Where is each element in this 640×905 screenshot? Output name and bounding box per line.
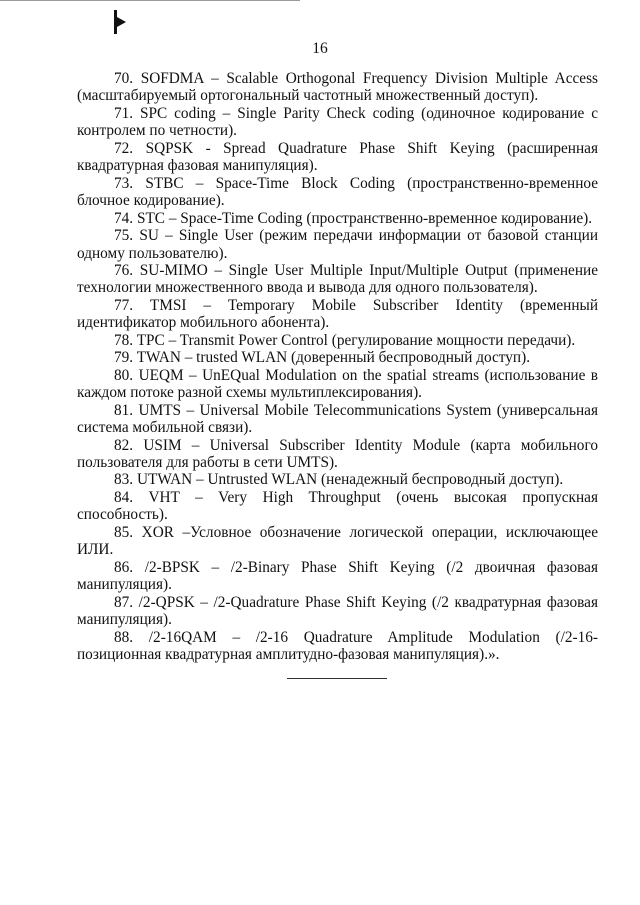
item-text: SU-MIMO – Single User Multiple Input/Multiple Output (применение технологии множественного ввода и вывода для одного пользователя). — [77, 261, 598, 297]
list-item — [77, 402, 598, 437]
item-number: 87. — [114, 593, 134, 611]
item-text: VHT – Very High Throughput (очень высокая пропускная способность). — [77, 488, 598, 524]
item-number: 76. — [114, 261, 134, 279]
list-item — [77, 332, 598, 349]
scan-top-border — [0, 0, 300, 1]
item-number: 73. — [114, 174, 134, 192]
end-divider — [287, 678, 387, 679]
list-item — [77, 70, 598, 105]
item-text: USIM – Universal Subscriber Identity Module (карта мобильного пользователя для работы в сети UMTS). — [77, 436, 599, 471]
list-item — [77, 437, 598, 472]
binding-mark-icon — [111, 8, 129, 36]
item-text: SU – Single User (режим передачи информации от базовой станции одному пользователю). — [77, 227, 599, 262]
item-number: 77. — [114, 296, 134, 314]
item-number: 71. — [114, 104, 134, 122]
item-text: UMTS – Universal Mobile Telecommunications System (универсальная система мобильной связи). — [77, 401, 598, 437]
item-number: 79. — [114, 349, 134, 367]
list-item — [77, 471, 598, 488]
item-text: TMSI – Temporary Mobile Subscriber Identity (временный идентификатор мобильного абонента). — [77, 296, 598, 332]
item-number: 84. — [114, 488, 134, 506]
item-text: UTWAN – Untrusted WLAN (ненадежный беспроводный доступ). — [136, 471, 564, 489]
list-item — [77, 175, 598, 210]
item-number: 72. — [114, 139, 134, 157]
list-item — [77, 210, 598, 227]
page-number: 16 — [312, 40, 328, 57]
list-item — [77, 297, 598, 332]
item-number: 78. — [114, 331, 134, 349]
item-number: 74. — [114, 209, 134, 227]
abbreviation-list — [77, 70, 598, 663]
item-number: 81. — [114, 401, 134, 419]
item-text: STBC – Space-Time Block Coding (пространственно-временное блочное кодирование). — [77, 174, 599, 210]
item-text: /2-BPSK – /2-Binary Phase Shift Keying (/2 двоичная фазовая манипуляция). — [77, 558, 598, 594]
item-number: 85. — [114, 523, 134, 541]
item-number: 70. — [114, 70, 134, 87]
item-number: 82. — [114, 436, 134, 454]
item-text: STC – Space-Time Coding (пространственно-временное кодирование). — [136, 209, 593, 227]
item-text: SQPSK - Spread Quadrature Phase Shift Keying (расширенная квадратурная фазовая манипуляция). — [77, 139, 598, 175]
item-number: 75. — [114, 227, 134, 245]
list-item — [77, 594, 598, 629]
item-number: 83. — [114, 471, 134, 489]
list-item — [77, 262, 598, 297]
item-number: 88. — [114, 628, 134, 646]
item-text: /2-QPSK – /2-Quadrature Phase Shift Keying (/2 квадратурная фазовая манипуляция). — [77, 593, 598, 629]
list-item — [77, 140, 598, 175]
item-text: TPC – Transmit Power Control (регулирование мощности передачи). — [136, 331, 576, 349]
item-text: SOFDMA – Scalable Orthogonal Frequency Division Multiple Access (масштабируемый ортогональный частотный множественный доступ). — [77, 70, 599, 105]
list-item — [77, 367, 598, 402]
list-item — [77, 489, 598, 524]
list-item — [77, 105, 598, 140]
list-item — [77, 629, 598, 664]
item-text: TWAN – trusted WLAN (доверенный беспроводный доступ). — [136, 349, 531, 367]
item-text: UEQM – UnEQual Modulation on the spatial streams (использование в каждом потоке разной схемы мультиплексирования). — [77, 366, 599, 402]
list-item — [77, 349, 598, 366]
list-item — [77, 227, 598, 262]
item-number: 80. — [114, 366, 134, 384]
item-text: /2-16QAM – /2-16 Quadrature Amplitude Modulation (/2-16-позиционная квадратурная амплитудно-фазовая манипуляция).». — [77, 628, 598, 663]
list-item — [77, 524, 598, 559]
item-text: SPC coding – Single Parity Check coding (одиночное кодирование с контролем по четности). — [77, 104, 599, 140]
list-item — [77, 559, 598, 594]
item-text: XOR –Условное обозначение логической операции, исключающее ИЛИ. — [77, 523, 599, 559]
item-number: 86. — [114, 558, 134, 576]
